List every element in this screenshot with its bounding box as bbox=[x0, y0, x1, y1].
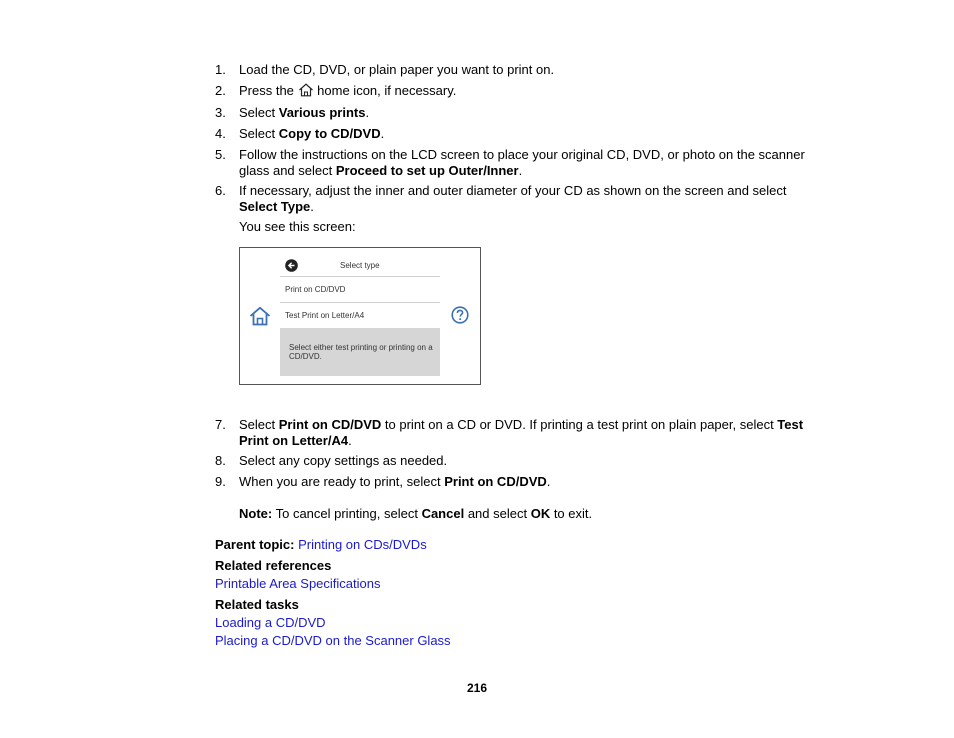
related-tasks-heading bbox=[215, 597, 299, 613]
step-number: 6. bbox=[215, 183, 226, 198]
screen-message: Select either test printing or printing on a CD/DVD. bbox=[289, 343, 433, 361]
related-references-label: Related references bbox=[215, 558, 332, 573]
bold-text: Proceed to set up Outer/Inner bbox=[335, 163, 519, 178]
step-7 bbox=[215, 417, 815, 449]
step-text bbox=[239, 126, 815, 142]
text-run: . bbox=[310, 199, 314, 214]
text-run: . bbox=[380, 126, 385, 141]
screen-option-label: Print on CD/DVD bbox=[285, 285, 346, 294]
step-4 bbox=[215, 126, 815, 142]
step-text-pre: Press the bbox=[239, 83, 294, 98]
help-icon bbox=[451, 306, 469, 327]
text-run: To cancel printing, select bbox=[272, 506, 422, 521]
step-9 bbox=[215, 474, 815, 490]
bold-text: Print on CD/DVD bbox=[444, 474, 547, 489]
text-run: to exit. bbox=[550, 506, 593, 521]
step-number: 2. bbox=[215, 83, 226, 98]
text-run: Select bbox=[239, 417, 279, 432]
home-icon bbox=[298, 83, 314, 101]
step-text bbox=[239, 83, 815, 101]
screen-option-test-print bbox=[280, 304, 440, 326]
screen-header bbox=[280, 256, 440, 277]
related-task-1 bbox=[215, 615, 326, 631]
back-arrow-icon bbox=[285, 259, 298, 275]
step-6 bbox=[215, 183, 815, 215]
text-run: . bbox=[365, 105, 370, 120]
screen-message-box bbox=[280, 328, 440, 376]
text-run: Select bbox=[239, 105, 279, 120]
text-run: to print on a CD or DVD. If printing a test print on plain paper, select bbox=[381, 417, 778, 432]
step-text bbox=[239, 105, 815, 121]
parent-topic-link[interactable]: Printing on CDs/DVDs bbox=[298, 537, 427, 552]
home-icon bbox=[249, 306, 271, 329]
step-number: 1. bbox=[215, 62, 226, 77]
screen-title: Select type bbox=[340, 261, 380, 270]
text-run: Select bbox=[239, 126, 279, 141]
bold-text: Select Type bbox=[239, 199, 311, 214]
note-label: Note: bbox=[239, 506, 273, 521]
bold-text: Various prints bbox=[278, 105, 366, 120]
bold-text: OK bbox=[530, 506, 551, 521]
text-run: If necessary, adjust the inner and outer diameter of your CD as shown on the screen and select bbox=[239, 183, 787, 198]
step-2 bbox=[215, 83, 815, 101]
note bbox=[239, 506, 592, 522]
step-text bbox=[239, 453, 815, 469]
text-run: Follow the instructions on the LCD screen to place your original CD, DVD, or photo on the scanner glass and select bbox=[239, 147, 805, 178]
text-run: Select any copy settings as needed. bbox=[239, 453, 448, 468]
you-see-text: You see this screen: bbox=[239, 219, 356, 234]
bold-text: Test Print on Letter/A4 bbox=[239, 417, 804, 448]
screen-option-label: Test Print on Letter/A4 bbox=[285, 311, 365, 320]
step-number: 5. bbox=[215, 147, 226, 162]
related-task-2 bbox=[215, 633, 451, 649]
related-task-link[interactable]: Loading a CD/DVD bbox=[215, 615, 326, 630]
step-number: 7. bbox=[215, 417, 226, 432]
step-number: 4. bbox=[215, 126, 226, 141]
parent-topic bbox=[215, 537, 427, 553]
text-run: . bbox=[348, 433, 352, 448]
step-text-post: home icon, if necessary. bbox=[317, 83, 457, 98]
page-number: 216 bbox=[466, 681, 488, 695]
step-3 bbox=[215, 105, 815, 121]
step-number: 8. bbox=[215, 453, 226, 468]
bold-text: Cancel bbox=[421, 506, 465, 521]
related-tasks-label: Related tasks bbox=[215, 597, 299, 612]
text-run: . bbox=[518, 163, 523, 178]
step-number: 3. bbox=[215, 105, 226, 120]
step-1 bbox=[215, 62, 815, 78]
text-run: and select bbox=[464, 506, 531, 521]
screen-option-print-cd bbox=[280, 278, 440, 303]
lcd-screenshot bbox=[239, 247, 481, 385]
text-run: Load the CD, DVD, or plain paper you want to print on. bbox=[239, 62, 555, 77]
note-text bbox=[272, 506, 592, 521]
step-8 bbox=[215, 453, 815, 469]
step-text bbox=[239, 147, 815, 179]
related-references-heading bbox=[215, 558, 331, 574]
step-5 bbox=[215, 147, 815, 179]
text-run: . bbox=[546, 474, 551, 489]
bold-text: Copy to CD/DVD bbox=[278, 126, 381, 141]
related-references-list bbox=[215, 576, 380, 592]
step-text bbox=[239, 417, 815, 449]
text-run: When you are ready to print, select bbox=[239, 474, 445, 489]
related-reference-link[interactable]: Printable Area Specifications bbox=[215, 576, 381, 591]
step-text bbox=[239, 62, 815, 78]
parent-topic-label: Parent topic: bbox=[215, 537, 295, 552]
step-text bbox=[239, 183, 815, 215]
related-task-link[interactable]: Placing a CD/DVD on the Scanner Glass bbox=[215, 633, 451, 648]
step-text bbox=[239, 474, 815, 490]
step-number: 9. bbox=[215, 474, 226, 489]
bold-text: Print on CD/DVD bbox=[278, 417, 382, 432]
